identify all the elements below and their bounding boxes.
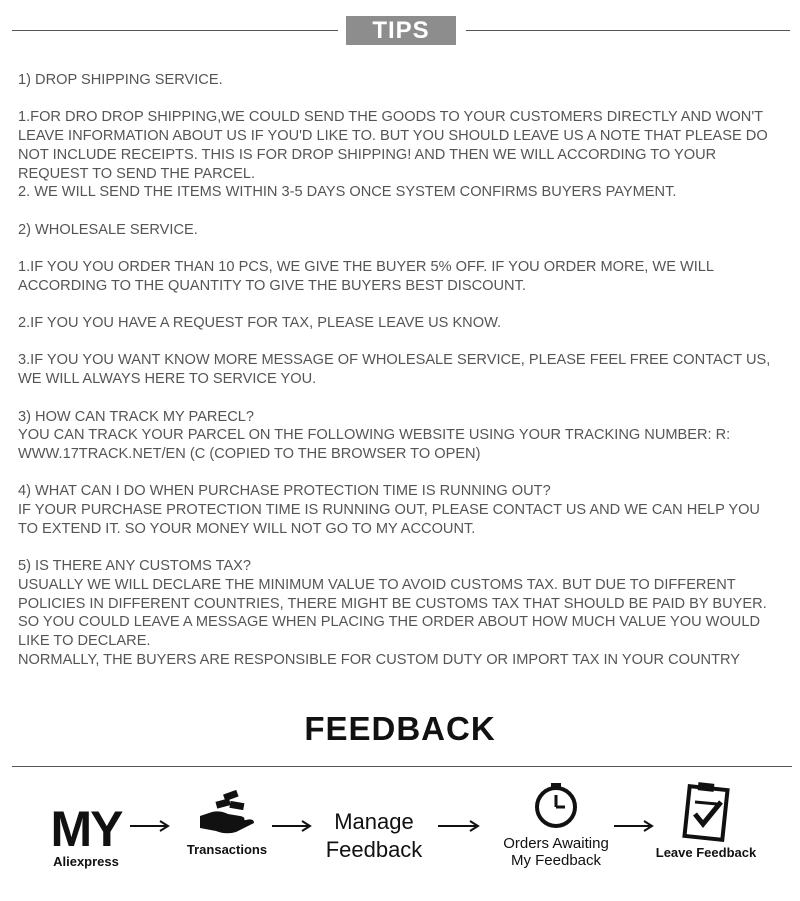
header-divider-left: [12, 30, 338, 31]
tips-line: IF YOUR PURCHASE PROTECTION TIME IS RUNNING OUT, PLEASE CONTACT US AND WE CAN HELP YOU: [18, 502, 760, 519]
feedback-divider: [12, 766, 792, 767]
step-leave-feedback: [646, 780, 766, 860]
arrow-right-icon: [128, 818, 176, 834]
step-manage-feedback: [318, 808, 430, 864]
step-orders-awaiting: [494, 782, 618, 869]
clipboard-check-icon: [679, 780, 733, 842]
tips-line: LEAVE INFORMATION ABOUT US IF YOU'D LIKE TO. BUT YOU SHOULD LEAVE US A NOTE THAT PLEASE DO: [18, 128, 768, 145]
tips-line: ACCORDING TO THE QUANTITY TO GIVE THE BUYERS BEST DISCOUNT.: [18, 277, 526, 294]
manage-label: Manage: [334, 809, 414, 834]
tips-line: POLICIES IN DIFFERENT COUNTRIES, THERE MIGHT BE CUSTOMS TAX THAT SHOULD BE PAID BY BUYER.: [18, 595, 767, 612]
tips-line: 5) IS THERE ANY CUSTOMS TAX?: [18, 558, 252, 575]
transactions-label: Transactions: [186, 842, 268, 857]
paragraph-gap: [18, 538, 793, 557]
header-divider-right: [466, 30, 790, 31]
tips-line: 3.IF YOU YOU WANT KNOW MORE MESSAGE OF WHOLESALE SERVICE, PLEASE FEEL FREE CONTACT US,: [18, 352, 771, 369]
tips-line: 1.IF YOU YOU ORDER THAN 10 PCS, WE GIVE THE BUYER 5% OFF. IF YOU ORDER MORE, WE WILL: [18, 258, 715, 275]
manage-feedback-label: Feedback: [325, 837, 423, 862]
paragraph-gap: [18, 333, 793, 352]
tips-line: 2. WE WILL SEND THE ITEMS WITHIN 3-5 DAYS ONCE SYSTEM CONFIRMS BUYERS PAYMENT.: [18, 184, 677, 201]
tips-line: WWW.17TRACK.NET/EN (C (COPIED TO THE BROWSER TO OPEN): [18, 445, 481, 462]
my-label: MY: [50, 801, 122, 857]
tips-header: [0, 0, 800, 60]
tips-line: 2) WHOLESALE SERVICE.: [18, 221, 198, 238]
leave-feedback-label: Leave Feedback: [655, 845, 757, 860]
tips-line: REQUEST TO SEND THE PARCEL.: [18, 165, 256, 182]
paragraph-gap: [18, 202, 793, 221]
feedback-flow: [0, 778, 800, 869]
orders-awaiting-label: Orders Awaiting: [503, 835, 609, 852]
tips-title: TIPS: [346, 16, 456, 45]
tips-line: NOT INCLUDE RECEIPTS. THIS IS FOR DROP SHIPPING! AND THEN WE WILL ACCORDING TO YOUR: [18, 146, 717, 163]
tips-line: LIKE TO DECLARE.: [18, 632, 151, 649]
paragraph-gap: [18, 389, 793, 408]
tips-line: YOU CAN TRACK YOUR PARCEL ON THE FOLLOWING WEBSITE USING YOUR TRACKING NUMBER: R:: [18, 427, 731, 444]
arrow-right-icon: [270, 818, 318, 834]
aliexpress-label: Aliexpress: [53, 854, 119, 869]
paragraph-gap: [18, 239, 793, 258]
tips-line: 3) HOW CAN TRACK MY PARECL?: [18, 408, 254, 425]
step-transactions: [178, 790, 276, 857]
tips-line: TO EXTEND IT. SO YOUR MONEY WILL NOT GO TO MY ACCOUNT.: [18, 520, 476, 537]
paragraph-gap: [18, 464, 793, 483]
tips-line: 4) WHAT CAN I DO WHEN PURCHASE PROTECTION TIME IS RUNNING OUT?: [18, 483, 551, 500]
tips-line: 1.FOR DRO DROP SHIPPING,WE COULD SEND THE GOODS TO YOUR CUSTOMERS DIRECTLY AND WON'T: [18, 109, 764, 126]
tips-line: 1) DROP SHIPPING SERVICE.: [18, 72, 223, 88]
feedback-title: FEEDBACK: [304, 710, 496, 747]
clock-icon: [531, 782, 581, 830]
paragraph-gap: [18, 295, 793, 314]
tips-line: 2.IF YOU YOU HAVE A REQUEST FOR TAX, PLEASE LEAVE US KNOW.: [18, 315, 502, 332]
tips-body: [18, 71, 793, 669]
arrow-right-icon: [436, 818, 486, 834]
money-hand-icon: [196, 790, 258, 836]
tips-line: WE WILL ALWAYS HERE TO SERVICE YOU.: [18, 371, 317, 388]
tips-line: SO YOU COULD LEAVE A MESSAGE WHEN PLACING THE ORDER ABOUT HOW MUCH VALUE YOU WOULD: [18, 614, 760, 631]
paragraph-gap: [18, 90, 793, 109]
tips-line: NORMALLY, THE BUYERS ARE RESPONSIBLE FOR CUSTOM DUTY OR IMPORT TAX IN YOUR COUNTRY: [18, 651, 741, 668]
step-my-aliexpress: [44, 801, 128, 869]
tips-line: USUALLY WE WILL DECLARE THE MINIMUM VALUE TO AVOID CUSTOMS TAX. BUT DUE TO DIFFERENT: [18, 576, 736, 593]
my-feedback-label: My Feedback: [510, 852, 602, 869]
